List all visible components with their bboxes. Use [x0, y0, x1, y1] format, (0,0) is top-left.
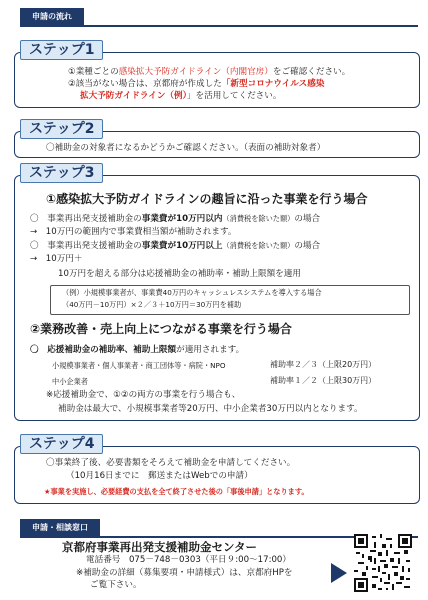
flow-tag: 申請の流れ — [20, 8, 84, 25]
step3-row6: 〇 応援補助金の補助率、補助上限額が適用されます。 — [30, 345, 245, 355]
step3-heading2: ②業務改善・売上向上につながる事業を行う場合 — [30, 322, 292, 336]
example-line1: （例）小規模事業者が、事業費40万円のキャッシュレスシステムを導入する場合 — [62, 288, 322, 297]
center-note2: ご覧下さい。 — [90, 580, 142, 590]
step3-row4: → 10万円＋ — [30, 254, 83, 264]
rate-row2-value: 補助率１／２（上限30万円） — [270, 376, 377, 385]
header-rule — [20, 25, 418, 27]
qr-code-icon[interactable] — [354, 534, 412, 592]
step3-row2: → 10万円の範囲内で事業費相当額が補助されます。 — [30, 227, 237, 237]
contact-tag: 申請・相談窓口 — [20, 519, 100, 536]
step1-line1: ①業種ごとの感染拡大予防ガイドライン（内閣官房）をご確認ください。 — [68, 67, 351, 77]
center-phone: 電話番号 075－748－0303（平日９:00～17:00） — [86, 555, 291, 565]
step4-line1: 〇事業終了後、必要書類をそろえて補助金を申請してください。 — [46, 458, 296, 468]
step2-line1: 〇補助金の対象者になるかどうかご確認ください。（表面の補助対象者） — [46, 143, 326, 153]
step1-line2: ②該当がない場合は、京都府が作成した「新型コロナウイルス感染 — [68, 79, 325, 89]
step3-row3: 〇 事業再出発支援補助金の事業費が10万円以上（消費税を除いた額）の場合 — [30, 241, 321, 251]
step4-warning: ★事業を実施し、必要経費の支払を全て終了させた後の「事後申請」となります。 — [44, 487, 309, 496]
step1-line3: 拡大予防ガイドライン（例）」を活用してください。 — [80, 91, 282, 101]
example-line2: （40万円－10万円）×２／３＋10万円＝30万円を補助 — [62, 300, 242, 309]
step3-row5: 10万円を超える部分は応援補助金の補助率・補助上限額を適用 — [58, 269, 301, 279]
step4-title: ステップ4 — [20, 434, 103, 454]
step3-heading1: ①感染拡大予防ガイドラインの趣旨に沿った事業を行う場合 — [46, 192, 368, 206]
step3-title: ステップ3 — [20, 163, 103, 183]
rate-row1-value: 補助率２／３（上限20万円） — [270, 360, 377, 369]
rate-row1-label: 小規模事業者・個人事業者・商工団体等・病院・NPO — [52, 361, 226, 370]
center-name: 京都府事業再出発支援補助金センター — [62, 540, 258, 554]
step2-title: ステップ2 — [20, 119, 103, 139]
rate-row2-label: 中小企業者 — [52, 377, 88, 386]
step3-note2: 補助金は最大で、小規模事業者等20万円、中小企業者30万円以内となります。 — [58, 404, 363, 414]
center-note1: ※補助金の詳細（募集要項・申請様式）は、京都府HPを — [76, 568, 293, 578]
step3-row1: 〇 事業再出発支援補助金の事業費が10万円以内（消費税を除いた額）の場合 — [30, 214, 321, 224]
step3-note1: ※応援補助金で、①②の両方の事業を行う場合も、 — [46, 390, 241, 400]
arrow-icon — [329, 559, 349, 587]
step4-line2: （10月16日までに 郵送またはWebでの申請） — [66, 471, 253, 481]
step1-title: ステップ1 — [20, 40, 103, 60]
